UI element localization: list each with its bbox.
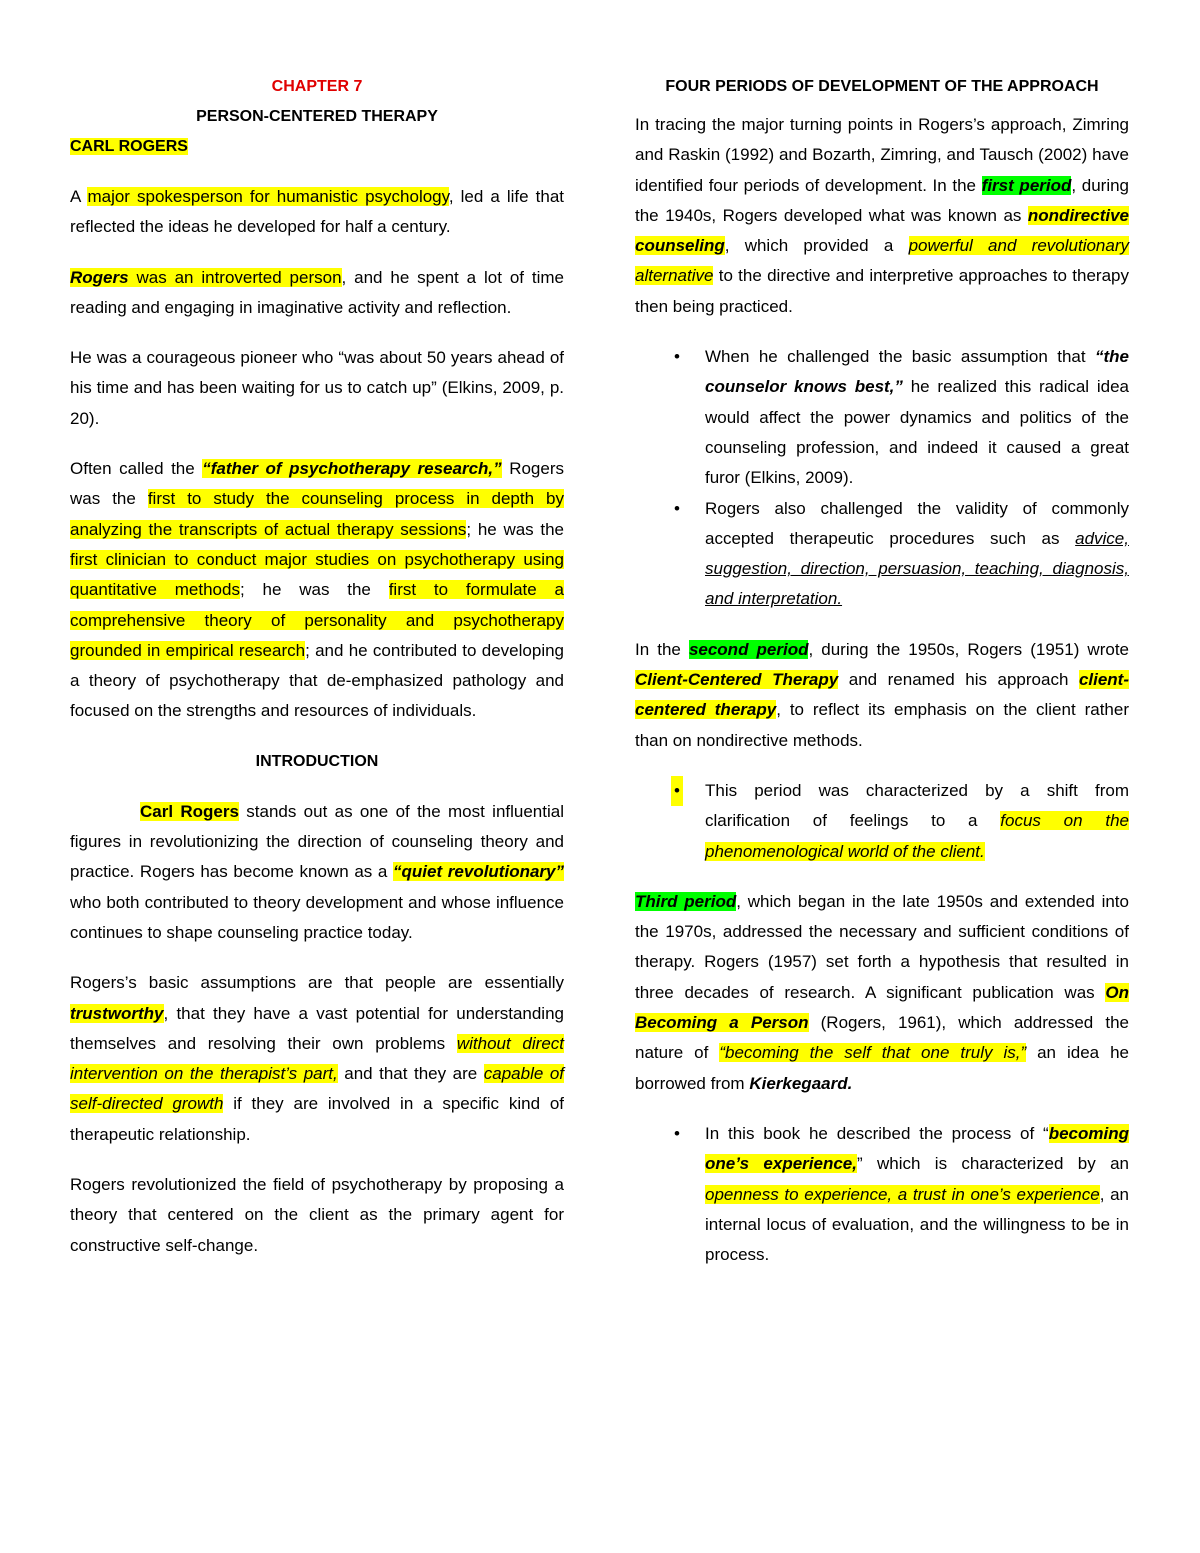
paragraph-quiet-revolutionary — [70, 797, 564, 948]
bullet-phenomenological — [674, 776, 1129, 867]
highlight-run: first to formulate a comprehensive theory of personality and psychotherapy grounded in empirical research — [70, 580, 564, 660]
text-run: Rogers also challenged the validity of commonly accepted therapeutic procedures such as — [705, 498, 1129, 548]
third-period-bullets — [635, 1119, 1129, 1270]
chapter-title: PERSON-CENTERED THERAPY — [196, 108, 438, 125]
text-run: , to reflect its emphasis on the client rather than on nondirective methods. — [635, 700, 1130, 750]
text-run: This period was characterized by a shift from clarification of feelings to a — [705, 780, 1129, 831]
highlight-run: “quiet revolutionary” — [393, 862, 564, 882]
text-run: , during the 1940s, Rogers developed what was known as — [635, 175, 1130, 225]
introduction-heading: INTRODUCTION — [255, 752, 379, 770]
paragraph-second-period — [635, 635, 1129, 756]
text-run: Often called the — [70, 459, 203, 479]
bullet-counselor-knows-best — [674, 342, 1130, 493]
highlight-run: powerful and revolutionary alternative — [635, 236, 1129, 286]
highlight-run: Client-Centered Therapy — [635, 670, 839, 690]
text-run: stands out as one of the most influential figures in revolutionizing the direction of counseling theory and practice. Rogers has become known as a — [70, 801, 564, 882]
text-run: In this book he described the process of “ — [705, 1123, 1049, 1143]
text-run: When he challenged the basic assumption that — [705, 347, 1095, 367]
paragraph-first-period — [635, 110, 1129, 322]
text-run: Rogers was the — [70, 459, 564, 509]
second-period-bullets — [635, 776, 1129, 867]
green-highlight-run: first period — [981, 175, 1072, 195]
text-run: , and he spent a lot of time reading and engaging in imaginative activity and reflection. — [70, 267, 564, 317]
highlight-run: trustworthy — [70, 1003, 164, 1023]
bullet-icon: • — [674, 347, 680, 367]
text-run: ” which is characterized by an — [857, 1154, 1130, 1174]
text-run: who both contributed to theory development and whose influence continues to shape counseling practice today. — [70, 892, 564, 942]
highlight-run: Rogers — [70, 267, 129, 287]
green-highlight-run: second period — [688, 639, 809, 659]
highlight-run: On Becoming a Person — [635, 982, 1129, 1033]
text-run: ; he was the — [239, 580, 389, 600]
text-run: , that they have a vast potential for understanding themselves and resolving their own problems — [70, 1003, 564, 1053]
text-run: an idea he borrowed from — [635, 1043, 1129, 1093]
text-run: , led a life that reflected the ideas he developed for half a century. — [70, 187, 565, 237]
text-run: A — [70, 187, 88, 206]
text-run: , which provided a — [724, 236, 909, 256]
underlined-run: advice, suggestion, direction, persuasion, teaching, diagnosis, and interpretation. — [705, 528, 1129, 609]
highlight-run: first to study the counseling process in depth by analyzing the transcripts of actual therapy sessions — [70, 489, 564, 539]
left-column — [70, 72, 564, 1261]
periods-heading: FOUR PERIODS OF DEVELOPMENT OF THE APPROACH — [665, 78, 1099, 95]
highlight-run: focus on the phenomenological world of the client. — [705, 811, 1129, 861]
text-run: ; he was the — [466, 519, 564, 539]
bullet-icon: • — [674, 1123, 680, 1143]
paragraph-third-period — [635, 887, 1129, 1099]
highlight-run: “becoming the self that one truly is,” — [719, 1043, 1027, 1063]
highlight-run: capable of self-directed growth — [70, 1064, 564, 1114]
highlight-run: client-centered therapy — [635, 670, 1129, 720]
text-run: he realized this radical idea would affect the power dynamics and politics of the counseling profession, and indeed it caused a great furor (Elkins, 2009). — [705, 377, 1130, 488]
highlight-run: becoming one’s experience, — [705, 1123, 1129, 1174]
text-run: In the — [635, 639, 689, 659]
highlight-run: was an introverted person — [128, 267, 342, 287]
text-run: , an internal locus of evaluation, and the willingness to be in process. — [705, 1184, 1129, 1265]
emphasis-run: “the counselor knows best,” — [705, 347, 1129, 397]
paragraph-introverted — [70, 263, 564, 324]
author-heading-text: CARL ROGERS — [70, 138, 188, 155]
paragraph-assumptions — [70, 968, 564, 1150]
text-run: and that they are — [337, 1064, 484, 1084]
highlight-run: major spokesperson for humanistic psychology — [87, 187, 449, 206]
text-run: and renamed his approach — [838, 670, 1079, 690]
right-column — [635, 72, 1129, 1290]
bullet-becoming-experience — [674, 1119, 1130, 1270]
text-run: , which began in the late 1950s and extended into the 1970s, addressed the necessary and sufficient conditions of therapy. Rogers (1957) set forth a hypothesis that resulted in three decades of research. A significant publication was — [635, 891, 1129, 1002]
paragraph-revolutionized: Rogers revolutionized the field of psychotherapy by proposing a theory that centered on the client as the primary agent for constructive self-change. — [70, 1175, 564, 1255]
author-heading — [70, 132, 564, 162]
highlight-run: Carl Rogers — [140, 801, 239, 821]
highlight-run: openness to experience, a trust in one’s experience — [705, 1184, 1100, 1204]
highlight-run: “father of psychotherapy research,” — [202, 459, 502, 479]
green-highlight-run: Third period — [635, 891, 737, 911]
paragraph-spokesperson — [70, 182, 564, 243]
first-period-bullets — [635, 342, 1129, 615]
highlight-run: without direct intervention on the therapist’s part, — [70, 1033, 564, 1084]
highlight-run: first clinician to conduct major studies on psychotherapy using quantitative methods — [70, 549, 564, 600]
chapter-label: CHAPTER 7 — [271, 78, 363, 95]
text-run: , during the 1950s, Rogers (1951) wrote — [808, 639, 1129, 659]
bullet-therapeutic-procedures — [674, 494, 1129, 615]
highlight-run: nondirective counseling — [635, 205, 1129, 256]
text-run: if they are involved in a specific kind of therapeutic relationship. — [70, 1094, 565, 1144]
text-run: ; and he contributed to developing a theory of psychotherapy that de-emphasized pathology and focused on the strengths and resources of individuals. — [70, 640, 564, 721]
emphasis-run: Kierkegaard. — [749, 1073, 853, 1093]
paragraph-pioneer: He was a courageous pioneer who “was about 50 years ahead of his time and has been waiting for us to catch up” (Elkins, 2009, p. 20). — [70, 348, 564, 428]
text-run: Rogers’s basic assumptions are that people are essentially — [70, 973, 564, 993]
text-run: In tracing the major turning points in Rogers’s approach, Zimring and Raskin (1992) and Bozarth, Zimring, and Tausch (2002) have identified four periods of development. In the — [635, 115, 1129, 195]
paragraph-research-father — [70, 454, 564, 727]
text-run: (Rogers, 1961), which addressed the nature of — [635, 1013, 1129, 1063]
bullet-icon: • — [674, 498, 680, 518]
text-run: to the directive and interpretive approaches to therapy then being practiced. — [635, 266, 1129, 316]
bullet-icon: • — [671, 776, 683, 806]
